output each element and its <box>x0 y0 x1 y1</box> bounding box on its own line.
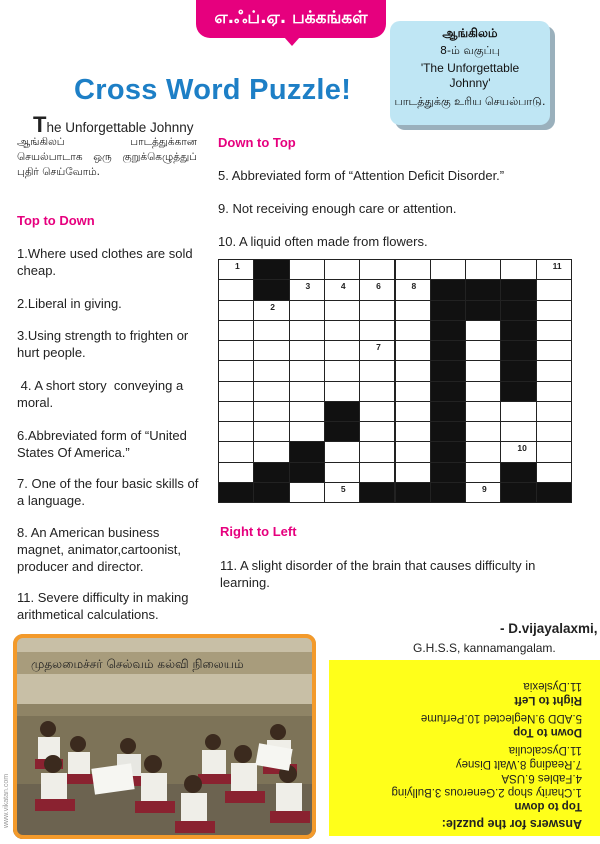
grid-cell-blocked <box>253 462 289 483</box>
grid-cell <box>359 441 395 462</box>
section-header-title: எ.ஃப்.ஏ. பக்கங்கள் <box>214 8 368 28</box>
heading-right-to-left: Right to Left <box>220 524 297 539</box>
grid-cell <box>536 381 572 402</box>
grid-cell <box>465 340 501 361</box>
grid-cell <box>289 360 325 381</box>
grid-cell <box>536 300 572 321</box>
grid-cell <box>359 320 395 341</box>
answers-top-to-down-line2: 4.Fables 6.USA <box>501 772 582 784</box>
grid-cell <box>359 401 395 422</box>
clue-down-6: 6.Abbreviated form of “United States Of America.” <box>17 428 187 460</box>
grid-cell <box>324 300 360 321</box>
grid-cell <box>395 259 431 280</box>
grid-cell-blocked <box>289 462 325 483</box>
grid-clue-number: 10 <box>517 443 527 454</box>
clue-down-1: 1.Where used clothes are sold cheap. <box>17 246 193 278</box>
grid-cell <box>536 320 572 341</box>
grid-cell <box>253 421 289 442</box>
grid-cell <box>395 340 431 361</box>
grid-cell-blocked <box>430 401 466 422</box>
grid-cell <box>500 401 536 422</box>
grid-cell-blocked <box>395 482 431 503</box>
grid-cell-blocked <box>430 441 466 462</box>
grid-cell <box>500 421 536 442</box>
grid-cell <box>536 462 572 483</box>
grid-cell <box>395 441 431 462</box>
grid-cell-blocked <box>430 462 466 483</box>
grid-clue-number: 1 <box>234 261 240 271</box>
grid-cell <box>536 421 572 442</box>
answers-top-to-down-heading: Top to down <box>514 800 582 812</box>
info-box <box>390 21 550 125</box>
grid-clue-number: 8 <box>411 281 417 292</box>
info-grade: 8-ம் வகுப்பு <box>440 44 500 57</box>
answers-top-to-down-line1: 1.Charity shop 2.Generous 3.Bullying <box>391 786 582 798</box>
grid-cell-blocked <box>430 381 466 402</box>
grid-clue-number: 6 <box>376 281 381 292</box>
grid-cell <box>395 300 431 321</box>
answers-box-rotated <box>329 660 600 836</box>
grid-clue-number: 3 <box>305 281 311 292</box>
grid-cell <box>324 381 360 402</box>
grid-cell-blocked <box>430 300 466 321</box>
intro-paragraph <box>17 112 197 180</box>
grid-cell-blocked <box>324 401 360 422</box>
answers-top-to-down-line3: 7.Reading 8.Walt Disney <box>455 758 582 770</box>
grid-clue-number: 9 <box>482 483 487 494</box>
info-activity: பாடத்துக்கு உரிய செயல்பாடு. <box>394 95 546 108</box>
grid-cell <box>359 421 395 442</box>
intro-drop-cap: T <box>33 112 47 137</box>
clue-down-3: 3.Using strength to frighten or hurt people. <box>17 328 189 360</box>
answers-top-to-down-line4: 11.Dyscalculia <box>508 744 582 756</box>
info-subject: ஆங்கிலம் <box>442 26 498 40</box>
grid-cell-blocked <box>430 320 466 341</box>
page-title: Cross Word Puzzle! <box>74 74 352 106</box>
grid-cell <box>359 300 395 321</box>
grid-cell <box>536 441 572 462</box>
grid-cell <box>289 421 325 442</box>
grid-cell <box>324 320 360 341</box>
grid-cell <box>218 421 254 442</box>
photo-wall-text: முதலமைச்சர் செல்வம் கல்வி நிலையம் <box>31 657 244 671</box>
grid-cell-blocked <box>500 360 536 381</box>
clue-left-11: 11. A slight disorder of the brain that causes difficulty in learning. <box>220 558 536 590</box>
grid-cell-blocked <box>500 300 536 321</box>
grid-cell <box>465 259 501 280</box>
grid-cell <box>218 320 254 341</box>
crossword-grid <box>218 259 571 502</box>
grid-cell <box>253 340 289 361</box>
grid-cell <box>253 381 289 402</box>
grid-cell <box>218 381 254 402</box>
grid-cell <box>324 340 360 361</box>
section-header-tab <box>196 0 386 38</box>
grid-cell <box>465 360 501 381</box>
grid-cell-blocked <box>253 259 289 280</box>
grid-cell <box>324 462 360 483</box>
grid-cell <box>218 360 254 381</box>
grid-cell <box>289 259 325 280</box>
clue-down-7: 7. One of the four basic skills of a language. <box>17 476 199 508</box>
clue-up-9: 9. Not receiving enough care or attention. <box>218 201 457 216</box>
grid-cell <box>289 300 325 321</box>
grid-cell-blocked <box>500 320 536 341</box>
grid-cell-blocked <box>359 482 395 503</box>
grid-cell <box>395 360 431 381</box>
grid-cell-blocked <box>430 360 466 381</box>
answers-box <box>329 660 600 836</box>
author-name: - D.vijayalaxmi, <box>500 621 598 636</box>
grid-cell-blocked <box>465 279 501 300</box>
grid-cell-blocked <box>500 279 536 300</box>
grid-cell-blocked <box>253 279 289 300</box>
heading-top-to-down: Top to Down <box>17 213 95 228</box>
author-school: G.H.S.S, kannamangalam. <box>413 641 556 655</box>
grid-cell-blocked <box>536 482 572 503</box>
grid-cell <box>253 401 289 422</box>
grid-cell-blocked <box>500 482 536 503</box>
grid-cell <box>395 381 431 402</box>
grid-cell <box>465 320 501 341</box>
grid-cell <box>289 340 325 361</box>
grid-cell <box>395 320 431 341</box>
clue-down-4: 4. A short story conveying a moral. <box>17 378 187 410</box>
grid-cell <box>253 320 289 341</box>
grid-cell-blocked <box>465 300 501 321</box>
grid-cell <box>465 462 501 483</box>
clue-up-10: 10. A liquid often made from flowers. <box>218 234 428 249</box>
grid-cell <box>218 462 254 483</box>
answers-down-to-top-line1: 5.ADD 9.Neglected 10.Perfume <box>420 712 582 724</box>
grid-cell <box>536 401 572 422</box>
grid-cell-blocked <box>500 381 536 402</box>
grid-cell <box>218 401 254 422</box>
grid-cell <box>359 381 395 402</box>
grid-cell-blocked <box>430 279 466 300</box>
clue-down-2: 2.Liberal in giving. <box>17 296 122 311</box>
grid-clue-number: 5 <box>340 483 346 494</box>
grid-cell <box>289 381 325 402</box>
heading-down-to-top: Down to Top <box>218 135 296 150</box>
intro-tamil-line3: புதிர் செய்வோம். <box>17 166 101 178</box>
info-lesson: 'The Unforgettable Johnny' <box>420 61 520 90</box>
grid-cell-blocked <box>218 482 254 503</box>
grid-cell <box>465 401 501 422</box>
grid-cell <box>218 279 254 300</box>
grid-cell <box>395 421 431 442</box>
grid-cell-blocked <box>289 441 325 462</box>
grid-cell <box>218 441 254 462</box>
answers-title: Answers for the puzzle: <box>441 817 582 831</box>
grid-cell <box>324 441 360 462</box>
grid-cell <box>253 360 289 381</box>
grid-cell <box>359 462 395 483</box>
grid-cell-blocked <box>430 340 466 361</box>
grid-cell <box>536 340 572 361</box>
grid-cell-blocked <box>430 482 466 503</box>
grid-cell <box>324 259 360 280</box>
grid-clue-number: 11 <box>552 261 562 271</box>
grid-clue-number: 7 <box>376 342 381 352</box>
answers-right-to-left-line1: 11.Dyslexia <box>523 680 582 692</box>
grid-clue-number: 2 <box>270 301 275 312</box>
grid-cell <box>430 259 466 280</box>
intro-tamil-line1: ஆங்கிலப் பாடத்துக்கான <box>17 136 197 148</box>
header-tab-notch <box>284 37 300 46</box>
grid-clue-number: 4 <box>340 281 346 292</box>
clue-down-11: 11. Severe difficulty in making arithmetical calculations. <box>17 590 189 622</box>
grid-cell-blocked <box>500 340 536 361</box>
grid-cell-blocked <box>500 462 536 483</box>
grid-cell <box>359 360 395 381</box>
grid-cell <box>218 300 254 321</box>
watermark-text: www.vikatan.com <box>3 773 10 828</box>
watermark <box>0 690 10 830</box>
grid-cell-blocked <box>253 482 289 503</box>
grid-cell <box>465 421 501 442</box>
grid-cell <box>253 441 289 462</box>
grid-cell <box>218 340 254 361</box>
grid-cell <box>289 401 325 422</box>
grid-cell <box>395 401 431 422</box>
grid-cell-blocked <box>430 421 466 442</box>
answers-down-to-top-heading: Down to Top <box>513 726 582 738</box>
grid-cell <box>465 441 501 462</box>
grid-cell <box>536 360 572 381</box>
grid-cell <box>289 482 325 503</box>
grid-cell <box>289 320 325 341</box>
grid-cell <box>359 259 395 280</box>
clue-down-8: 8. An American business magnet, animator,cartoonist, producer and director. <box>17 525 182 574</box>
grid-cell-blocked <box>324 421 360 442</box>
grid-cell <box>500 259 536 280</box>
grid-cell <box>536 279 572 300</box>
photo-frame <box>13 634 316 839</box>
intro-english: he Unforgettable Johnny <box>46 120 194 135</box>
grid-cell <box>324 360 360 381</box>
answers-right-to-left-heading: Right to Left <box>514 694 582 706</box>
grid-cell <box>465 381 501 402</box>
intro-tamil-line2: செயல்பாடாக ஒரு குறுக்கெழுத்துப் <box>17 151 197 163</box>
grid-cell <box>395 462 431 483</box>
clue-up-5: 5. Abbreviated form of “Attention Deficit Disorder.” <box>218 168 505 183</box>
